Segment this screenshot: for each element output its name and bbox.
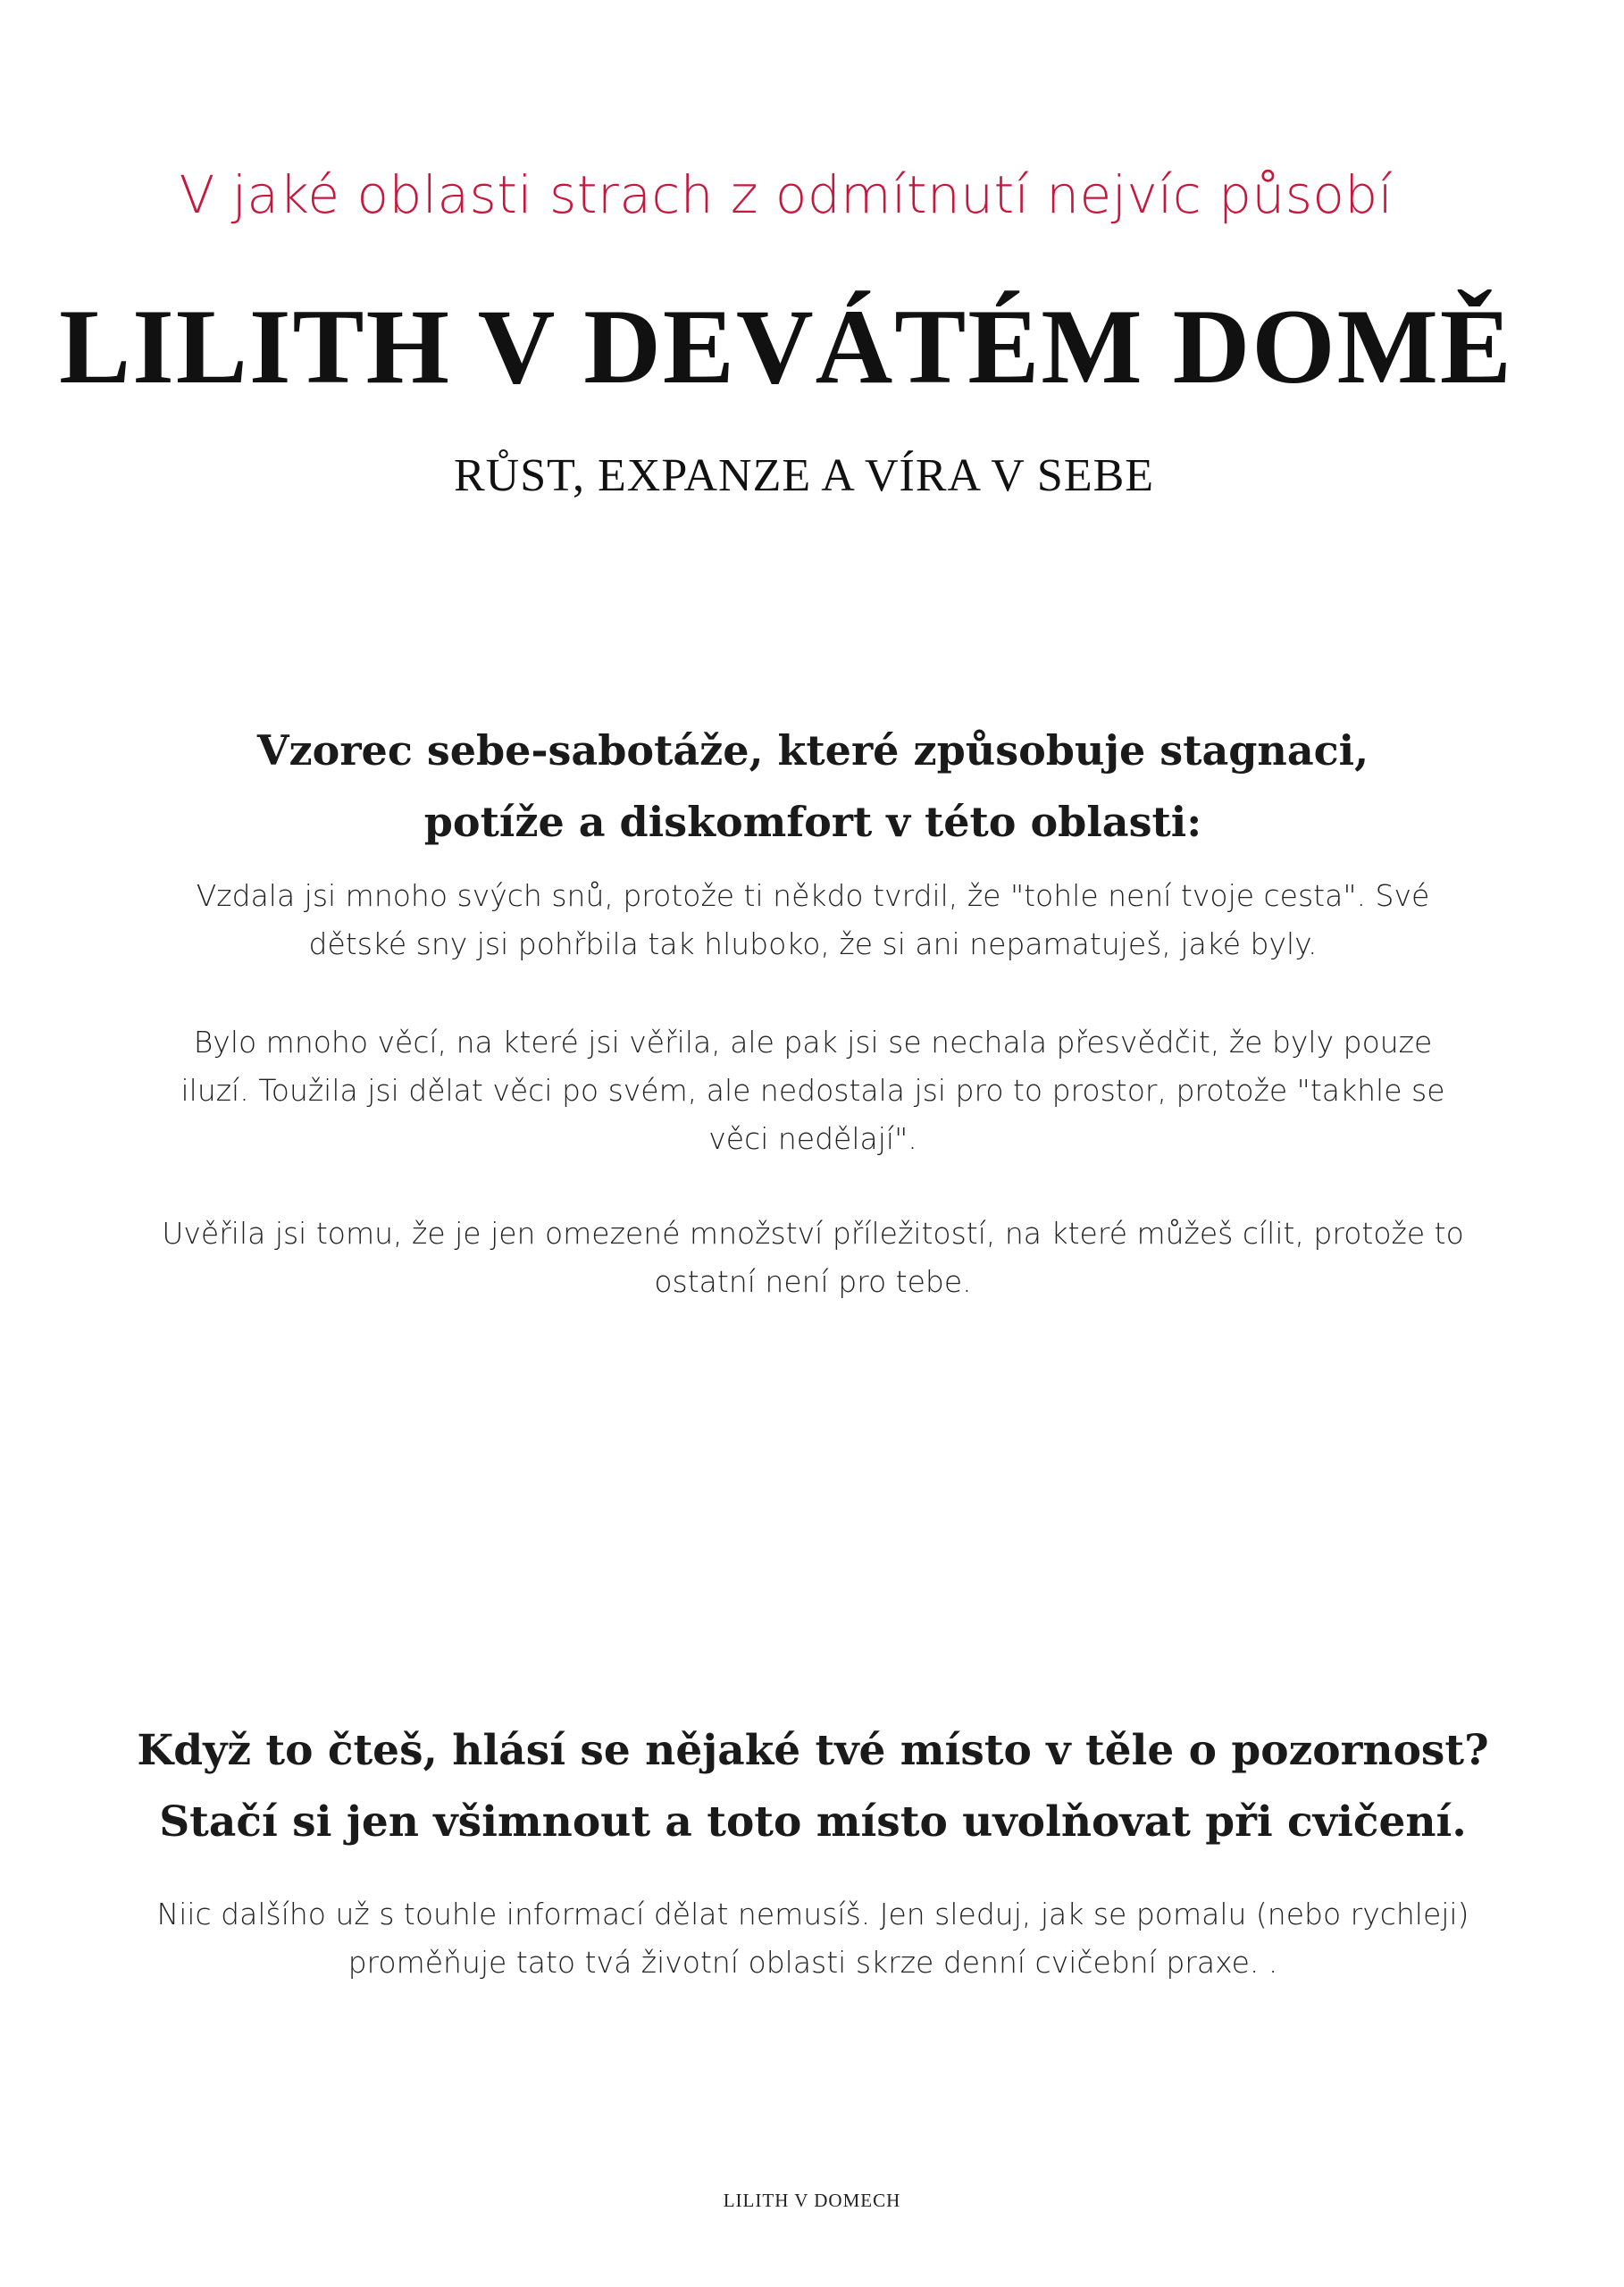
pattern-paragraph: Vzdala jsi mnoho svých snů, protože ti někdo tvrdil, že "tohle není tvoje cesta". Své dětské sny jsi pohřbila tak hluboko, že si ani nepamatuješ, jaké byly. (196, 878, 1430, 961)
page-title: LILITH V DEVÁTÉM DOMĚ (59, 287, 1513, 406)
page-eyebrow: V jaké oblasti strach z odmítnutí nejvíc působí (179, 164, 1394, 225)
pattern-paragraph: Bylo mnoho věcí, na které jsi věřila, ale pak jsi se nechala přesvědčit, že byly pouze iluzí. Toužila jsi dělat věci po svém, ale nedostala jsi pro to prostor, protože "takhle se věci nedělají". (180, 1025, 1445, 1156)
page-subtitle: RŮST, EXPANZE A VÍRA V SEBE (453, 450, 1155, 501)
pattern-section-heading: Vzorec sebe-sabotáže, které způsobuje stagnaci, potíže a diskomfort v této oblasti: (256, 726, 1369, 846)
page-footer: LILITH V DOMECH (723, 2190, 901, 2211)
pattern-paragraph: Uvěřila jsi tomu, že je jen omezené množství příležitostí, na které můžeš cílit, protože to ostatní není pro tebe. (162, 1216, 1464, 1299)
body-paragraph: Niic dalšího už s touhle informací dělat nemusíš. Jen sleduj, jak se pomalu (nebo rychleji) proměňuje tato tvá životní oblasti skrze denní cvičební praxe. . (156, 1897, 1469, 1980)
body-section-heading: Když to čteš, hlásí se nějaké tvé místo v těle o pozornost? Stačí si jen všimnout a toto místo uvolňovat při cvičení. (137, 1726, 1489, 1847)
